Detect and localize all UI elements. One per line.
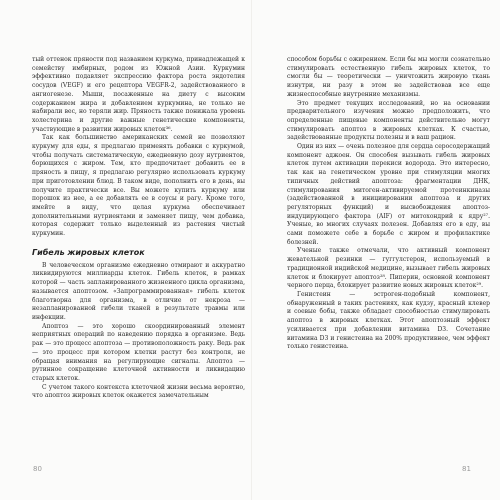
right-paragraph-2: Это предмет текущих исследований, но на основании предварительного изучения можно предположить, что определенные пищевые компоненты действительно могут стимулировать апоптоз в жировых клетках. К счастью, задействованные продукты полезны и в ваш рацион. <box>287 99 490 142</box>
page-number-right: 81 <box>462 465 471 473</box>
right-page <box>287 56 490 352</box>
right-paragraph-5: Генистеин — эстроген-подобный компонент, обнаруженный в таких растениях, как кудзу, красный клевер и соевые бобы, также обладает способностью стимулировать апоптоз в жировых клетках. Этот апоптозный эффект усиливается при добавлении витамина D3. Сочетание витамина D3 и генистеина на 200% продуктивнее, чем эффект только генистеина. <box>287 290 490 351</box>
left-page <box>32 56 245 401</box>
left-paragraph-1: тый оттенок пряности под названием куркума, принадлежащей к семейству имбирных, родом из Южной Азии. Куркумин эффективно подавляет экспрессию фактора роста эндотелия сосудов (VEGF) и его рецептора VEGFR-2, задействованного в ангиогенезе. Мыши, посаженные на диету с высоким содержанием жира и добавлением куркумина, не только не набирали вес, но теряли жир. Пряность также понижала уровень холестерина и другие важные генетические компоненты, участвующие в развитии жировых клеток³⁶. <box>32 56 245 133</box>
left-paragraph-4: Апоптоз — это хорошо скоординированный элемент неприятных операций по наведению порядка в организме. Ведь рак — это процесс апоптоза — противоположность раку. Ведь рак — это процесс при котором клетки растут без контроля, не обращая внимания на регулирующие сигналы. Апоптоз — рутинное сокращение клеточной активности и ликвидацию старых клеток. <box>32 322 245 382</box>
book-gutter <box>251 0 252 500</box>
left-paragraph-3: В человеческом организме ежедневно отмирают и аккуратно ликвидируются миллиарды клеток. Гибель клеток, в рамках которой — часть запланированного жизненного цикла организма, называется апоптозом. «Запрограммированная» гибель клеток благотворна для организма, в отличие от некроза — незапланированной гибели тканей в результате травмы или инфекции. <box>32 261 245 321</box>
left-paragraph-5: С учетом такого контекста клеточной жизни весьма вероятно, что апоптоз жировых клеток окажется замечательным <box>32 383 245 400</box>
section-heading: Гибель жировых клеток <box>32 247 145 257</box>
page-number-left: 80 <box>33 465 42 473</box>
left-paragraph-2: Так как большинство американских семей не позволяют куркуму для еды, я предлагаю применять добавки с куркумой, чтобы получать систематическую, ежедневную дозу нутриентов, борющихся с жиром. Тем, кто предпочитает добавить ее в пряность в пищу, я предлагаю регулярно использовать куркуму при приготовлении блюд. В таком виде, пополнить его в день, вы получите практически все. Вы можете купить куркуму или порошок из нее, а ее добавлять ее в соусы и рагу. Кроме того, имейте в виду, что целая куркума обеспечивает дополнительными нутриентами и заменяет пищу, чем добавка, которая содержит только выделенный из растения чистый куркумин. <box>32 134 245 238</box>
right-paragraph-4: Ученые также отмечали, что активный компонент жевательной резинки — гуггулстерон, используемый в традиционной индийской медицине, вызывает гибель жировых клеток и блокирует апоптоз²⁸. Пиперин, основной компонент черного перца, блокирует развитие новых жировых клеток²⁹. <box>287 247 490 290</box>
right-paragraph-3: Один из них — очень полезное для сердца серосодержащий компонент аджоен. Он способен вызывать гибель жировых клеток путем активации перекиси водорода. Это интересно, так как на генетическом уровне при стимуляции многих типичных действий апоптоза: фрагментации ДНК, стимулирования митоген-активируемой протеинкиназы (задействованной в инициировании апоптоза и других регуляторных функций) и высвобождения апоптоз-индуцирующего фактора (AIF) от митохондрий к ядру²⁷. Ученые, во многих случаях полезен. Добавляя его в еду, вы сами поможете себе в борьбе с жиром и профилактике болезней. <box>287 143 490 246</box>
right-paragraph-1: способом борьбы с ожирением. Если бы мы могли сознательно стимулировать естественную гибель жировых клеток, то смогли бы — теоретически — уничтожить жировую ткань изнутри, ни разу в этом не задействовав все еще жизнеспособные внутренние механизмы. <box>287 56 490 98</box>
